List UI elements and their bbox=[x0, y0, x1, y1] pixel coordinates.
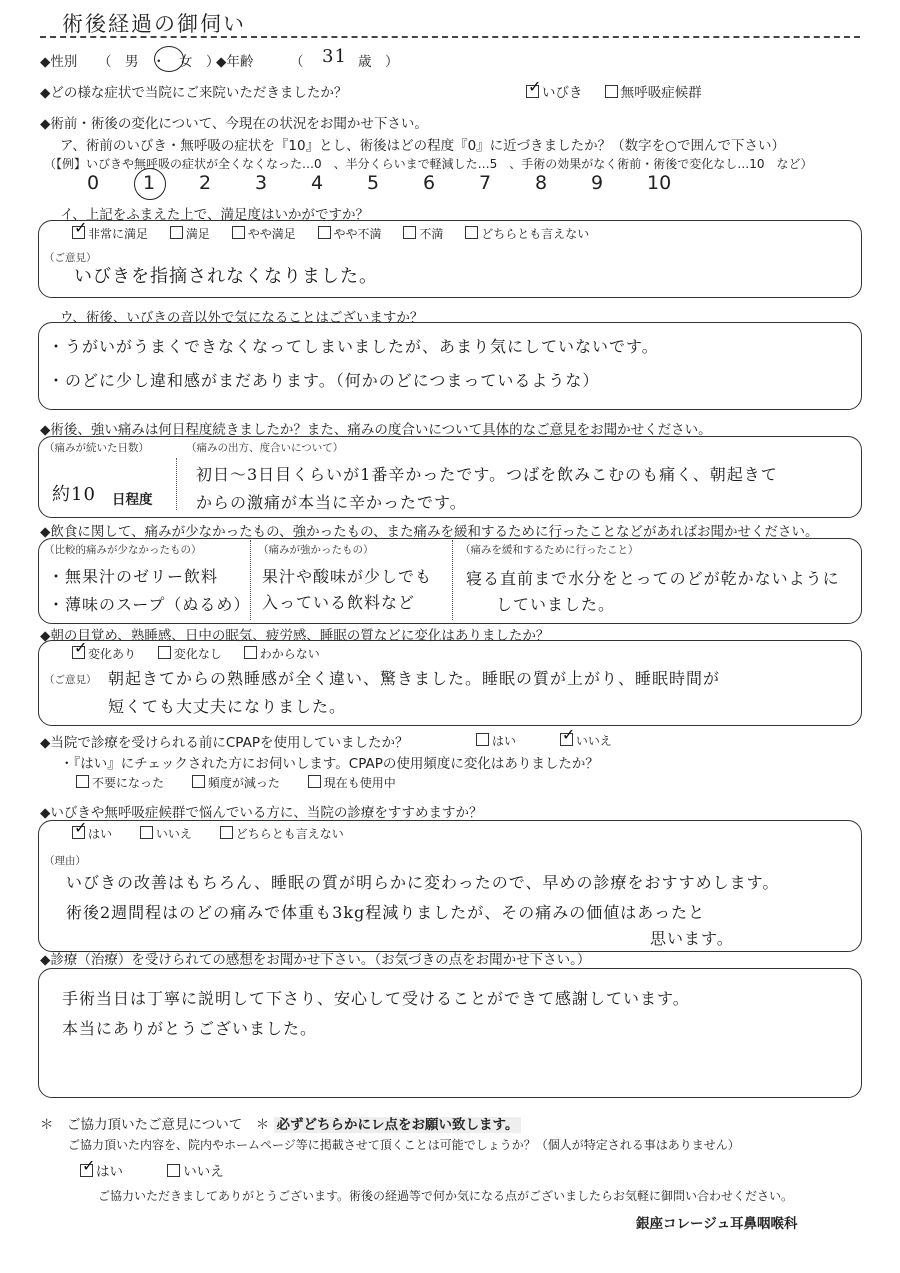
sat-option[interactable]: 満足 bbox=[170, 225, 210, 242]
checkbox-icon[interactable] bbox=[308, 775, 321, 788]
clinic-name: 銀座コレージュ耳鼻咽喉科 bbox=[636, 1216, 798, 1232]
consent-heading-emphasis: 必ずどちらかにレ点をお願い致します。 bbox=[274, 1117, 522, 1133]
food-less-caption: （比較的痛みが少なかったもの） bbox=[44, 544, 202, 556]
reason-line-3: 思います。 bbox=[650, 929, 734, 948]
satisfaction-opinion: いびきを指摘されなくなりました。 bbox=[74, 266, 378, 287]
cpap-no[interactable]: ✓ いいえ bbox=[560, 732, 612, 749]
consent-question: ご協力頂いた内容を、院内やホームページ等に掲載させて頂くことは可能でしょうか？（個人が特定される事はありません） bbox=[68, 1138, 740, 1152]
recommend-option[interactable]: ✓はい bbox=[72, 825, 112, 842]
checkbox-icon[interactable] bbox=[158, 646, 171, 659]
impression-line-2: 本当にありがとうございました。 bbox=[62, 1019, 318, 1038]
opinion-label: （ご意見） bbox=[44, 252, 97, 264]
sleep-opinion-line-2: 短くても大丈夫になりました。 bbox=[108, 697, 347, 716]
satisfaction-options bbox=[72, 225, 607, 242]
food-relief-line-1: 寝る直前まで水分をとってのどが乾かないように bbox=[466, 569, 840, 588]
scale-item[interactable]: 6 bbox=[423, 172, 436, 194]
q4-question: ◆飲食に関して、痛みが少なかったもの、強かったもの、また痛みを緩和するために行ったことなどがあればお聞かせください。 bbox=[40, 524, 819, 540]
food-divider-2 bbox=[452, 540, 453, 620]
scale-item[interactable]: 10 bbox=[647, 172, 672, 194]
checkbox-icon[interactable] bbox=[76, 775, 89, 788]
gender-label: ◆性別 bbox=[40, 54, 78, 70]
reason-label: （理由） bbox=[44, 855, 86, 867]
food-strong-line-2: 入っている飲料など bbox=[262, 593, 416, 612]
sleep-option[interactable]: 変化なし bbox=[158, 645, 222, 662]
recommend-option[interactable]: いいえ bbox=[140, 825, 192, 842]
consent-heading: ＊ ご協力頂いたご意見について ＊ 必ずどちらかにレ点をお願い致します。 bbox=[40, 1113, 521, 1133]
gender-options: （ 男 ・ 女 ） bbox=[98, 54, 220, 70]
scale-item[interactable]: 7 bbox=[479, 172, 492, 194]
checkbox-checked-icon[interactable] bbox=[560, 733, 573, 746]
checkbox-icon[interactable] bbox=[167, 1164, 180, 1177]
checkbox-icon[interactable] bbox=[403, 226, 416, 239]
q1-question: ◆どの様な症状で当院にご来院いただきましたか？ bbox=[40, 85, 348, 101]
sleep-options bbox=[72, 645, 338, 662]
concern-line-1: ・うがいがうまくできなくなってしまいましたが、あまり気にしていないです。 bbox=[48, 337, 659, 356]
q1-options bbox=[526, 81, 720, 101]
sat-option[interactable]: ✓非常に満足 bbox=[72, 225, 148, 242]
age-unit: 歳 ） bbox=[358, 54, 399, 70]
sleep-option[interactable]: わからない bbox=[244, 645, 320, 662]
title-divider bbox=[40, 36, 860, 38]
q3-question: ◆術後、強い痛みは何日程度続きましたか？また、痛みの度合いについて具体的なご意見をお聞かせください。 bbox=[40, 422, 712, 438]
checkbox-checked-icon[interactable] bbox=[72, 226, 85, 239]
q2-sub-i: イ、上記をふまえた上で、満足度はいかがですか？ bbox=[60, 207, 370, 223]
consent-no[interactable]: いいえ bbox=[167, 1160, 224, 1180]
checkbox-icon[interactable] bbox=[192, 775, 205, 788]
pain-divider bbox=[176, 458, 177, 510]
age-value: 31 bbox=[322, 46, 347, 67]
sleep-opinion-label: （ご意見） bbox=[44, 674, 97, 686]
cpap-freq-option[interactable]: 頻度が減った bbox=[192, 774, 280, 791]
concern-line-2: ・のどに少し違和感がまだあります。（何かのどにつまっているような） bbox=[48, 371, 600, 390]
checkbox-checked-icon[interactable] bbox=[72, 826, 85, 839]
consent-yes[interactable]: ✓はい bbox=[80, 1160, 123, 1180]
q2-sub-a: ア、術前のいびき・無呼吸の症状を『10』とし、術後はどの程度『0』に近づきましたか？（数字を○で囲んで下さい） bbox=[60, 138, 785, 154]
checkbox-icon[interactable] bbox=[318, 226, 331, 239]
cpap-freq-option[interactable]: 不要になった bbox=[76, 774, 164, 791]
scale-item[interactable]: 4 bbox=[311, 172, 324, 194]
scale-item[interactable]: 5 bbox=[367, 172, 380, 194]
food-strong-line-1: 果汁や酸味が少しでも bbox=[262, 567, 433, 586]
cpap-yes[interactable]: はい bbox=[476, 732, 516, 749]
pain-detail-line-1: 初日〜3日目くらいが1番辛かったです。つばを飲みこむのも痛く、朝起きて bbox=[196, 465, 778, 484]
food-less-line-1: ・無果汁のゼリー飲料 bbox=[48, 567, 219, 586]
checkbox-icon[interactable] bbox=[605, 85, 618, 98]
cpap-freq-option[interactable]: 現在も使用中 bbox=[308, 774, 396, 791]
q1-option-snoring[interactable]: ✓ いびき bbox=[526, 81, 583, 101]
checkbox-icon[interactable] bbox=[476, 733, 489, 746]
gender-selected-circle bbox=[154, 46, 184, 72]
sleep-option[interactable]: ✓変化あり bbox=[72, 645, 136, 662]
checkbox-icon[interactable] bbox=[232, 226, 245, 239]
scale-item[interactable]: 3 bbox=[255, 172, 268, 194]
cpap-freq-options bbox=[76, 774, 414, 791]
consent-thanks: ご協力いただきましてありがとうございます。術後の経過等で何か気になる点がございましたらお気軽に御問い合わせください。 bbox=[98, 1189, 794, 1203]
age-open-paren: （ bbox=[290, 54, 304, 70]
recommend-option[interactable]: どちらとも言えない bbox=[220, 825, 344, 842]
food-relief-caption: （痛みを緩和するために行ったこと） bbox=[460, 544, 639, 556]
food-less-line-2: ・薄味のスープ（ぬるめ） bbox=[48, 595, 251, 614]
sleep-opinion-line-1: 朝起きてからの熟睡感が全く違い、驚きました。睡眠の質が上がり、睡眠時間が bbox=[108, 669, 721, 688]
q5-question: ◆朝の目覚め、熟睡感、日中の眠気、疲労感、睡眠の質などに変化はありましたか？ bbox=[40, 628, 550, 644]
checkbox-icon[interactable] bbox=[465, 226, 478, 239]
scale-item-selected[interactable]: 1 bbox=[143, 172, 156, 194]
sat-option[interactable]: どちらとも言えない bbox=[465, 225, 589, 242]
checkbox-icon[interactable] bbox=[140, 826, 153, 839]
q6-options bbox=[476, 732, 630, 749]
pain-detail-line-2: からの激痛が本当に辛かったです。 bbox=[196, 493, 467, 512]
checkbox-checked-icon[interactable] bbox=[526, 85, 539, 98]
scale-item[interactable]: 9 bbox=[591, 172, 604, 194]
recommend-options bbox=[72, 825, 362, 842]
food-strong-caption: （痛みが強かったもの） bbox=[258, 544, 374, 556]
q2-example: （【例】いびきや無呼吸の症状が全くなくなった…0 、半分くらいまで軽減した…5 、手術の効果がなく術前・術後で変化なし…10 など） bbox=[44, 157, 813, 171]
checkbox-checked-icon[interactable] bbox=[72, 646, 85, 659]
pain-days-caption: （痛みが続いた日数） bbox=[44, 442, 149, 454]
sat-option[interactable]: やや不満 bbox=[318, 225, 382, 242]
checkbox-checked-icon[interactable] bbox=[80, 1164, 93, 1177]
age-label: ◆年齢 bbox=[216, 54, 254, 70]
scale-item[interactable]: 2 bbox=[199, 172, 212, 194]
consent-options bbox=[80, 1160, 242, 1180]
scale-selected-circle bbox=[134, 168, 166, 200]
q7-question: ◆いびきや無呼吸症候群で悩んでいる方に、当院の診療をすすめますか？ bbox=[40, 805, 483, 821]
sat-option[interactable]: 不満 bbox=[403, 225, 443, 242]
reason-line-1: いびきの改善はもちろん、睡眠の質が明らかに変わったので、早めの診療をおすすめします。 bbox=[66, 873, 780, 892]
page-title: 術後経過の御伺い bbox=[62, 12, 246, 36]
scale-item[interactable]: 8 bbox=[535, 172, 548, 194]
impression-line-1: 手術当日は丁寧に説明して下さり、安心して受けることができて感謝しています。 bbox=[62, 989, 690, 1008]
q2-sub-u: ウ、術後、いびきの音以外で気になることはございますか？ bbox=[60, 310, 424, 326]
pain-detail-caption: （痛みの出方、度合いについて） bbox=[186, 442, 344, 454]
q6-question: ◆当院で診療を受けられる前にCPAPを使用していましたか？ bbox=[40, 735, 409, 751]
checkbox-icon[interactable] bbox=[170, 226, 183, 239]
pain-days-value: 約10 bbox=[52, 484, 96, 505]
q2-question: ◆術前・術後の変化について、今現在の状況をお聞かせ下さい。 bbox=[40, 116, 428, 132]
q1-option-apnea[interactable]: 無呼吸症候群 bbox=[605, 81, 702, 101]
q6-sub: ・『はい』にチェックされた方にお伺いします。CPAPの使用頻度に変化はありましたか？ bbox=[60, 756, 599, 772]
q8-question: ◆診療（治療）を受けられての感想をお聞かせ下さい。（お気づきの点をお聞かせ下さい。） bbox=[40, 952, 591, 968]
checkbox-icon[interactable] bbox=[220, 826, 233, 839]
checkbox-icon[interactable] bbox=[244, 646, 257, 659]
sat-option[interactable]: やや満足 bbox=[232, 225, 296, 242]
reason-line-2: 術後2週間程はのどの痛みで体重も3kg程減りましたが、その痛みの価値はあったと bbox=[66, 903, 706, 922]
pain-days-unit: 日程度 bbox=[112, 492, 153, 508]
food-relief-line-2: していました。 bbox=[496, 595, 616, 614]
scale-item[interactable]: 0 bbox=[87, 172, 100, 194]
